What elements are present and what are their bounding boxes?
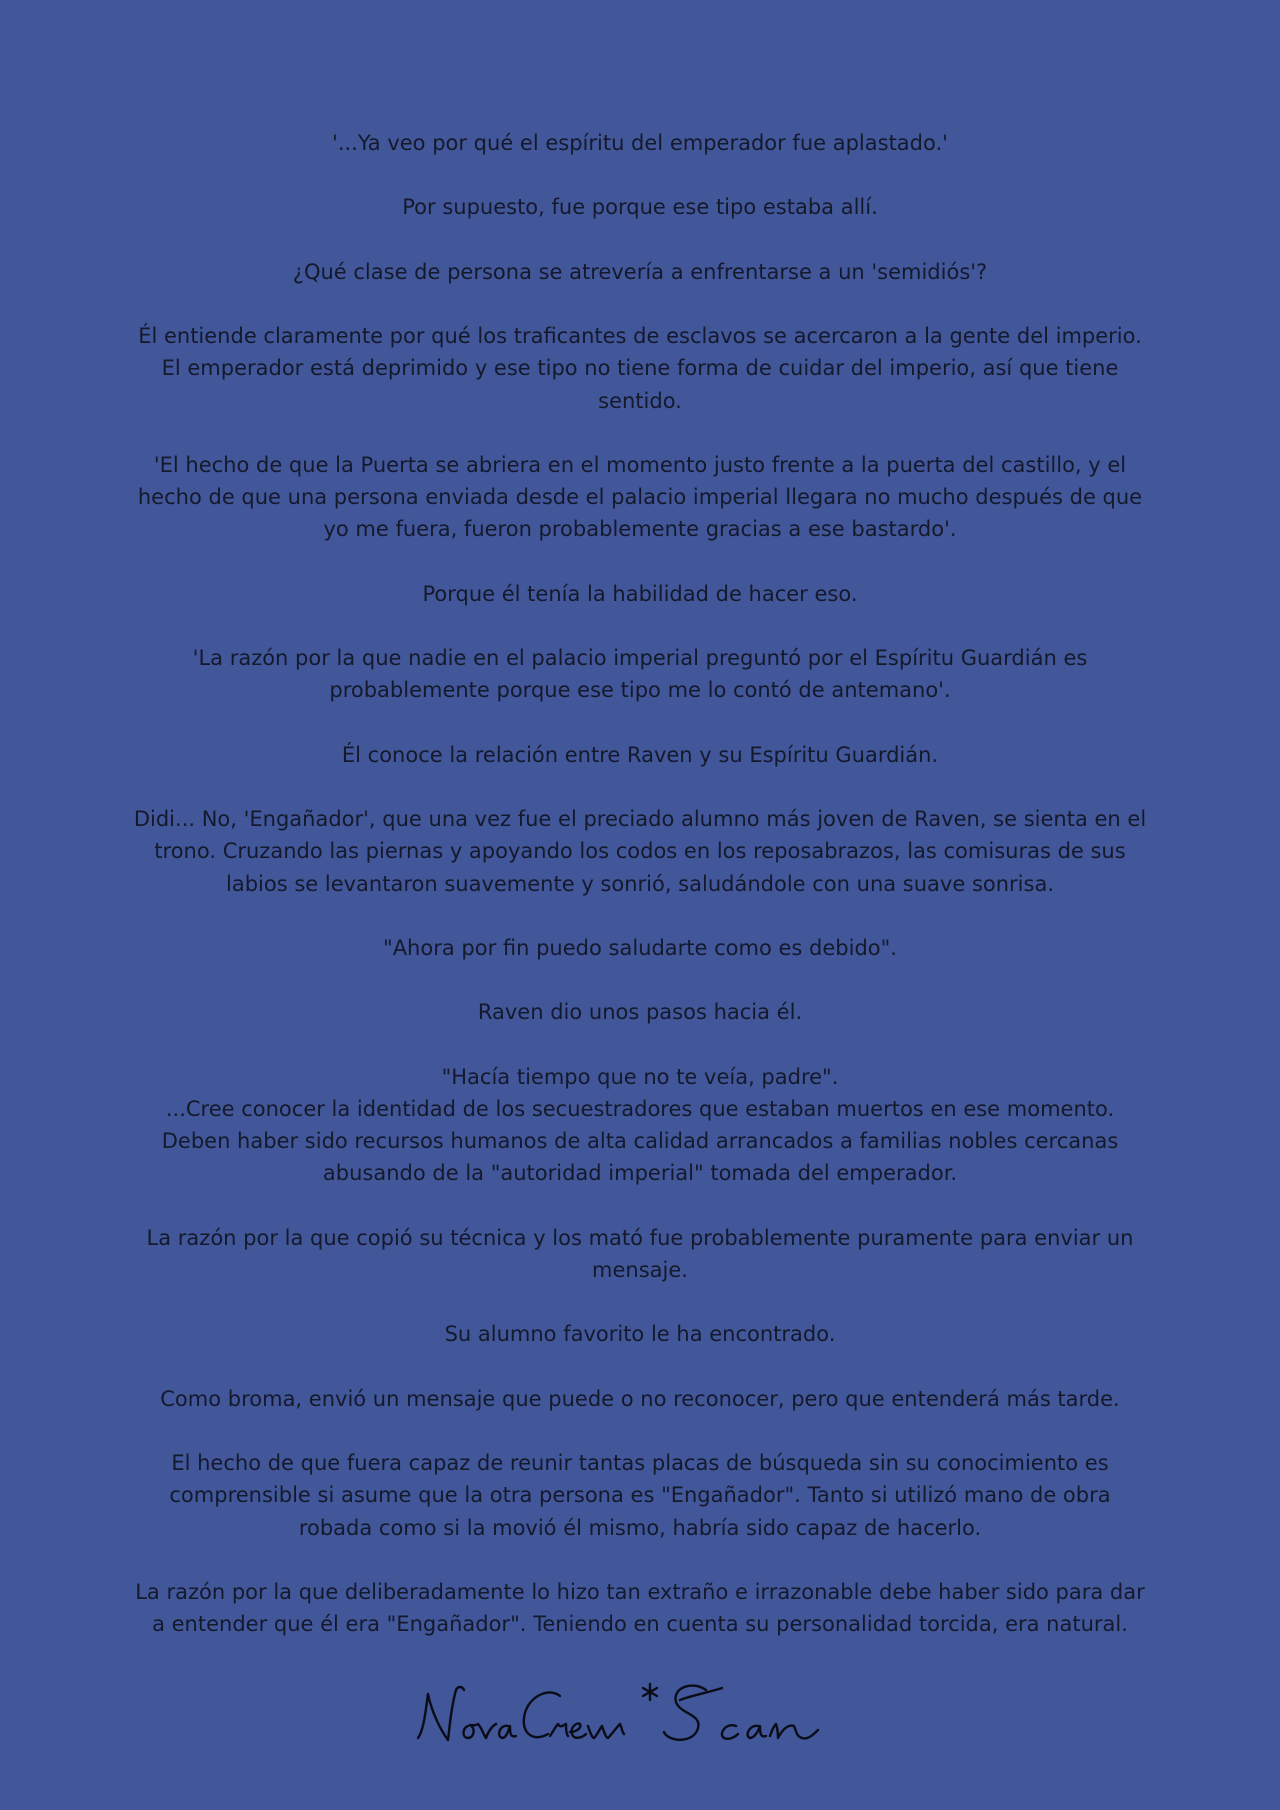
signature-letter-v	[478, 1724, 496, 1738]
signature-letter-c-small	[722, 1725, 738, 1739]
paragraph-4: Él entiende claramente por qué los traficantes de esclavos se acercaron a la gente del imperio. El emperador está deprimido y ese tipo no tiene forma de cuidar del imperio, así que tiene sentido.	[138, 324, 1142, 413]
paragraph-9: Didi... No, 'Engañador', que una vez fue el preciado alumno más joven de Raven, se sienta en el trono. Cruzando las piernas y apoyando los codos en los reposabrazos, las comisuras de sus labios se levantaron suavemente y sonrió, saludándole con una suave sonrisa.	[133, 807, 1147, 896]
paragraph-11: Raven dio unos pasos hacia él.	[477, 1000, 803, 1025]
document-body	[130, 127, 1150, 1640]
paragraph-12: "Hacía tiempo que no te veía, padre".	[441, 1064, 839, 1089]
paragraph-10: "Ahora por fin puedo saludarte como es debido".	[383, 935, 897, 960]
paragraph-14: La razón por la que copió su técnica y los mató fue probablemente puramente para enviar un mensaje.	[146, 1225, 1134, 1282]
paragraph-2: Por supuesto, fue porque ese tipo estaba allí.	[402, 195, 878, 220]
signature-letter-n-small	[770, 1724, 818, 1738]
signature-s-flourish	[680, 1688, 722, 1700]
signature-letter-n	[418, 1687, 464, 1740]
signature-letter-w	[588, 1724, 624, 1738]
signature-letter-a	[499, 1726, 516, 1738]
paragraph-8: Él conoce la relación entre Raven y su Espíritu Guardián.	[341, 742, 939, 767]
signature-letter-o	[464, 1724, 479, 1738]
paragraph-15: Su alumno favorito le ha encontrado.	[444, 1322, 836, 1347]
paragraph-7: 'La razón por la que nadie en el palacio imperial preguntó por el Espíritu Guardián es probablemente porque ese tipo me lo contó de antemano'.	[192, 646, 1088, 703]
signature-letter-e	[570, 1724, 586, 1738]
paragraph-13: ...Cree conocer la identidad de los secuestradores que estaban muertos en ese momento. Deben haber sido recursos humanos de alta calidad arrancados a familias nobles cercanas abusando de la "autoridad imperial" tomada del emperador.	[161, 1096, 1119, 1186]
signature-letter-a-2	[748, 1726, 766, 1738]
paragraph-6: Porque él tenía la habilidad de hacer eso.	[422, 581, 858, 606]
paragraph-16: Como broma, envió un mensaje que puede o no reconocer, pero que entenderá más tarde.	[160, 1386, 1120, 1411]
signature-asterisk	[643, 1684, 657, 1700]
paragraph-18: La razón por la que deliberadamente lo hizo tan extraño e irrazonable debe haber sido para dar a entender que él era "Engañador". Teniendo en cuenta su personalidad torcida, era natural.	[135, 1579, 1145, 1637]
paragraph-1: '...Ya veo por qué el espíritu del emperador fue aplastado.'	[332, 131, 948, 155]
signature-letter-r	[550, 1724, 568, 1736]
paragraph-3: ¿Qué clase de persona se atrevería a enfrentarse a un 'semidiós'?	[292, 259, 988, 284]
signature-script-logo	[410, 1670, 880, 1770]
paragraph-5: 'El hecho de que la Puerta se abriera en el momento justo frente a la puerta del castillo, y el hecho de que una persona enviada desde el palacio imperial llegara no mucho después de que yo me fuera, fueron probablemente gracias a ese bastardo'.	[137, 452, 1143, 542]
paragraph-17: El hecho de que fuera capaz de reunir tantas placas de búsqueda sin su conocimiento es comprensible si asume que la otra persona es "Engañador". Tanto si utilizó mano de obra robada como si la movió él mismo, habría sido capaz de hacerlo.	[169, 1451, 1111, 1540]
scanlation-signature	[410, 1670, 880, 1770]
